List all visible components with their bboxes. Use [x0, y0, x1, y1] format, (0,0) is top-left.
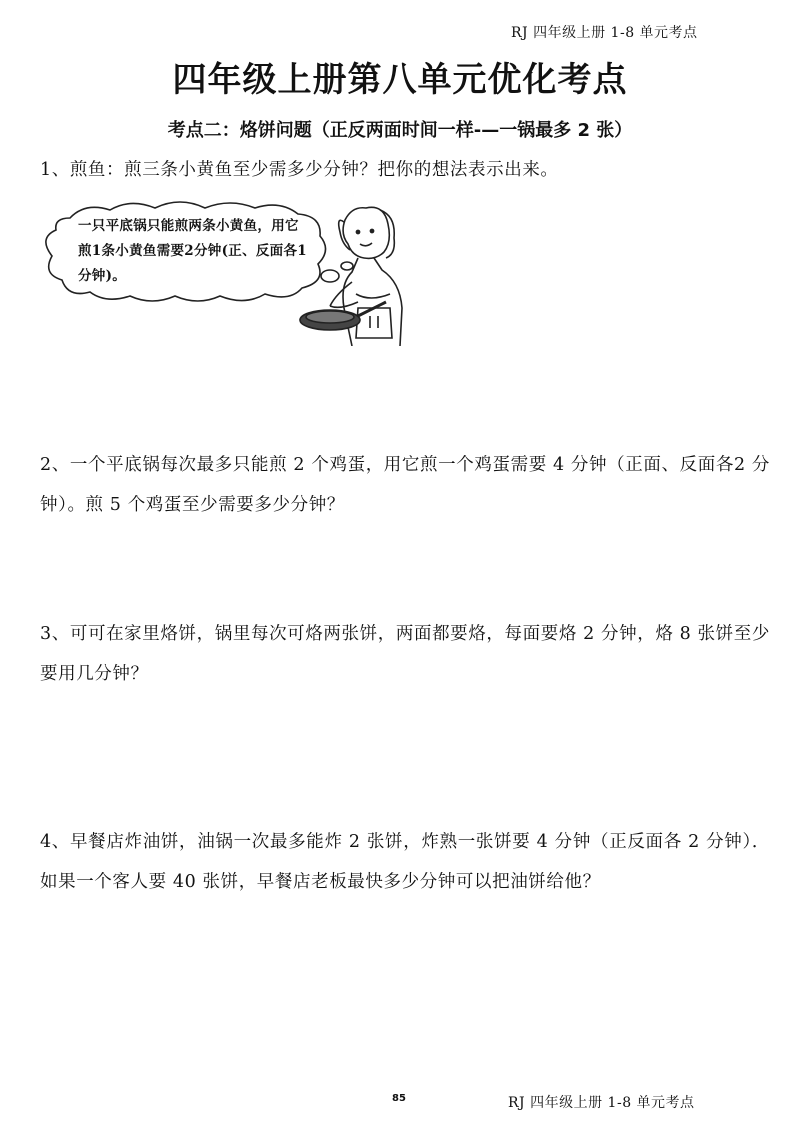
- page-header: RJ 四年级上册 1-8 单元考点: [511, 25, 698, 41]
- section-subtitle: 考点二：烙饼问题（正反两面时间一样-—一锅最多 2 张）: [167, 120, 633, 141]
- question-2: 2、一个平底锅每次最多只能煎 2 个鸡蛋，用它煎一个鸡蛋需要 4 分钟（正面、反面各2 分钟）。煎 5 个鸡蛋至少需要多少分钟？: [40, 455, 770, 515]
- question-1: 1、煎鱼：煎三条小黄鱼至少需多少分钟？把你的想法表示出来。: [40, 160, 559, 180]
- question-3: 3、可可在家里烙饼，锅里每次可烙两张饼，两面都要烙，每面要烙 2 分钟，烙 8 张饼至少要用几分钟？: [40, 624, 770, 684]
- page-footer: RJ 四年级上册 1-8 单元考点: [508, 1095, 695, 1111]
- question-4: 4、早餐店炸油饼，油锅一次最多能炸 2 张饼，炸熟一张饼要 4 分钟（正反面各 2 分钟）．如果一个客人要 40 张饼，早餐店老板最快多少分钟可以把油饼给他？: [40, 832, 770, 892]
- bubble-text: 一只平底锅只能煎两条小黄鱼，用它煎1条小黄鱼需要2分钟(正、反面各1分钟)。: [78, 218, 307, 284]
- page-number: 85: [392, 1093, 406, 1104]
- page-title: 四年级上册第八单元优化考点: [172, 60, 628, 100]
